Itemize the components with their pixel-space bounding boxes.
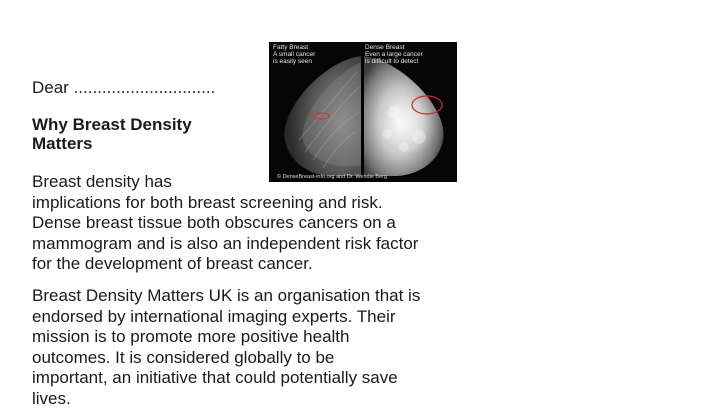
salutation: Dear ..............................	[32, 78, 216, 97]
paragraph-breast-density: Breast density has implications for both breast screening and risk. Dense breast tissue both obscures cancers on a mammogram and is also an independent risk factor for the development of breast cancer.	[32, 172, 419, 273]
section-heading: Why Breast Density Matters	[32, 115, 192, 153]
fatty-breast-caption: Fatty Breast A small cancer is easily seen	[273, 44, 316, 65]
paragraph-organisation: Breast Density Matters UK is an organisation that is endorsed by international imaging experts. Their mission is to promote more positive health outcomes. It is considered globally to be important, an initiative that could potentially save lives.	[32, 286, 421, 408]
image-credit: © DenseBreast-info.org and Dr. Wendie Berg	[277, 174, 388, 180]
dense-breast-caption: Dense Breast Even a large cancer is difficult to detect	[365, 44, 423, 65]
mammogram-comparison-image	[269, 42, 457, 182]
